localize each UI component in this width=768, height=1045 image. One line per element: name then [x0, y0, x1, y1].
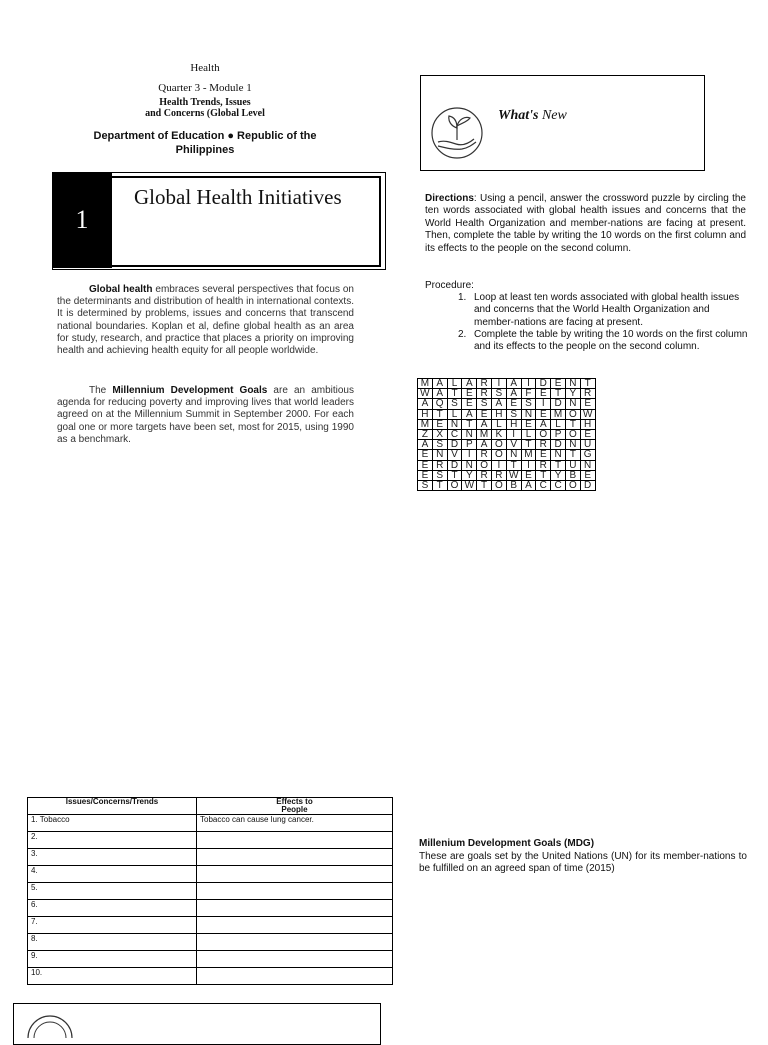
crossword-cell[interactable]: Y	[462, 470, 477, 480]
crossword-cell[interactable]: T	[580, 379, 595, 389]
crossword-cell[interactable]: N	[565, 399, 580, 409]
crossword-cell[interactable]: T	[447, 389, 462, 399]
crossword-cell[interactable]: E	[462, 389, 477, 399]
crossword-cell[interactable]: B	[506, 480, 521, 490]
crossword-cell[interactable]: G	[580, 450, 595, 460]
crossword-cell[interactable]: U	[580, 440, 595, 450]
crossword-cell[interactable]: A	[506, 389, 521, 399]
effect-cell[interactable]	[197, 951, 393, 968]
crossword-cell[interactable]: D	[551, 399, 566, 409]
table-row	[28, 968, 393, 985]
crossword-cell[interactable]: E	[418, 460, 433, 470]
procedure-step	[458, 292, 750, 329]
crossword-cell[interactable]: N	[551, 450, 566, 460]
crossword-cell[interactable]: S	[506, 409, 521, 419]
crossword-cell[interactable]: M	[418, 419, 433, 429]
crossword-cell[interactable]: E	[521, 419, 536, 429]
issue-cell[interactable]: 6.	[28, 900, 197, 917]
lesson-number: 1	[52, 172, 112, 268]
crossword-cell[interactable]: E	[536, 389, 551, 399]
crossword-cell[interactable]: A	[432, 379, 447, 389]
crossword-cell[interactable]: A	[477, 440, 492, 450]
procedure-step-text: Complete the table by writing the 10 words on the first column and its effects to the people on the second column.	[474, 328, 748, 353]
crossword-cell[interactable]: O	[565, 480, 580, 490]
crossword-cell[interactable]: C	[551, 480, 566, 490]
crossword-cell[interactable]: I	[491, 460, 506, 470]
crossword-cell[interactable]: R	[432, 460, 447, 470]
crossword-grid	[417, 378, 596, 491]
crossword-cell[interactable]: S	[418, 480, 433, 490]
directions-paragraph	[425, 193, 746, 255]
subject-title: Health	[190, 62, 220, 74]
crossword-cell[interactable]: T	[551, 460, 566, 470]
column-header-effects	[197, 798, 393, 815]
issue-cell[interactable]: 10.	[28, 968, 197, 985]
table-row	[28, 866, 393, 883]
department-line-1: Department of Education ● Republic of the	[93, 130, 317, 142]
table-header-row	[28, 798, 393, 815]
crossword-cell[interactable]: T	[536, 470, 551, 480]
crossword-cell[interactable]: E	[580, 470, 595, 480]
crossword-cell[interactable]: O	[565, 429, 580, 439]
crossword-cell[interactable]: D	[447, 440, 462, 450]
crossword-cell[interactable]: N	[565, 379, 580, 389]
intro-paragraph-1-text: embraces several perspectives that focus on the determinants and distribution of health in international contexts. It is determined by problems, issues and concerns that transcend national boundaries. Koplan et al, define global health as an area for study, research, and practice that places a priority on improving health and achieving health equity for all people worldwide.	[57, 284, 354, 357]
crossword-cell[interactable]: I	[521, 460, 536, 470]
effect-cell[interactable]	[197, 883, 393, 900]
crossword-cell[interactable]: N	[580, 460, 595, 470]
crossword-cell[interactable]: E	[477, 409, 492, 419]
crossword-cell[interactable]: O	[447, 480, 462, 490]
whats-new-title-bold: What's	[498, 108, 539, 123]
quarter-module: Quarter 3 - Module 1	[158, 82, 252, 94]
crossword-cell[interactable]: O	[536, 429, 551, 439]
column-header-effects-line-2: People	[281, 805, 308, 814]
crossword-cell[interactable]: Y	[565, 389, 580, 399]
crossword-cell[interactable]: T	[565, 450, 580, 460]
effect-cell[interactable]	[197, 866, 393, 883]
crossword-cell[interactable]: D	[551, 440, 566, 450]
crossword-cell[interactable]: D	[447, 460, 462, 470]
crossword-cell[interactable]: E	[580, 429, 595, 439]
crossword-cell[interactable]: D	[580, 480, 595, 490]
crossword-cell[interactable]: A	[418, 399, 433, 409]
issue-cell[interactable]: 1. Tobacco	[28, 815, 197, 832]
crossword-cell[interactable]: A	[462, 409, 477, 419]
crossword-cell[interactable]: N	[462, 460, 477, 470]
whats-new-title-rest: New	[541, 108, 567, 123]
crossword-cell[interactable]: Y	[551, 470, 566, 480]
directions-label: Directions	[425, 193, 474, 204]
issue-cell[interactable]: 2.	[28, 832, 197, 849]
procedure-title: Procedure:	[425, 280, 474, 291]
crossword-cell[interactable]: E	[536, 450, 551, 460]
crossword-row	[418, 379, 596, 389]
effect-cell[interactable]	[197, 900, 393, 917]
issue-cell[interactable]: 4.	[28, 866, 197, 883]
crossword-cell[interactable]: R	[536, 460, 551, 470]
crossword-cell[interactable]: T	[565, 419, 580, 429]
crossword-cell[interactable]: S	[477, 399, 492, 409]
issue-cell[interactable]: 3.	[28, 849, 197, 866]
crossword-cell[interactable]: W	[506, 470, 521, 480]
crossword-cell[interactable]: N	[565, 440, 580, 450]
lesson-title: Global Health Initiatives	[134, 185, 342, 209]
crossword-cell[interactable]: I	[521, 379, 536, 389]
crossword-cell[interactable]: F	[521, 389, 536, 399]
procedure-step-text: Loop at least ten words associated with global health issues and concerns that the World Health Organization and member-nations are facing at present.	[474, 292, 740, 328]
crossword-cell[interactable]: Z	[418, 429, 433, 439]
table-row	[28, 832, 393, 849]
crossword-row	[418, 419, 596, 429]
crossword-cell[interactable]: A	[491, 399, 506, 409]
crossword-cell[interactable]: C	[447, 429, 462, 439]
effect-cell[interactable]	[197, 934, 393, 951]
crossword-row	[418, 399, 596, 409]
crossword-cell[interactable]: L	[447, 409, 462, 419]
issue-cell[interactable]: 8.	[28, 934, 197, 951]
crossword-cell[interactable]: L	[447, 379, 462, 389]
procedure-step	[458, 329, 750, 354]
crossword-cell[interactable]: I	[462, 450, 477, 460]
crossword-cell[interactable]: V	[447, 450, 462, 460]
crossword-cell[interactable]: A	[521, 480, 536, 490]
crossword-cell[interactable]: R	[580, 389, 595, 399]
column-header-effects-line-1: Effects to	[276, 797, 313, 806]
crossword-row	[418, 450, 596, 460]
crossword-cell[interactable]: I	[506, 429, 521, 439]
procedure-step-number: 1.	[458, 292, 467, 303]
crossword-cell[interactable]: T	[477, 480, 492, 490]
crossword-cell[interactable]: L	[551, 419, 566, 429]
crossword-row	[418, 470, 596, 480]
table-row	[28, 900, 393, 917]
crossword-cell[interactable]: K	[491, 429, 506, 439]
crossword-cell[interactable]: C	[536, 480, 551, 490]
crossword-cell[interactable]: S	[521, 399, 536, 409]
table-row	[28, 917, 393, 934]
procedure-step-number: 2.	[458, 328, 467, 340]
crossword-cell[interactable]: O	[477, 460, 492, 470]
crossword-cell[interactable]: W	[418, 389, 433, 399]
crossword-cell[interactable]: T	[506, 460, 521, 470]
crossword-cell[interactable]: E	[551, 379, 566, 389]
crossword-row	[418, 429, 596, 439]
crossword-cell[interactable]: O	[491, 440, 506, 450]
crossword-cell[interactable]: D	[536, 379, 551, 389]
table-row	[28, 934, 393, 951]
crossword-cell[interactable]: I	[536, 399, 551, 409]
crossword-cell[interactable]: T	[432, 409, 447, 419]
crossword-cell[interactable]: N	[462, 429, 477, 439]
column-header-issues: Issues/Concerns/Trends	[28, 798, 197, 815]
crossword-cell[interactable]: W	[580, 409, 595, 419]
table-row	[28, 815, 393, 832]
table-row	[28, 951, 393, 968]
crossword-cell[interactable]: A	[477, 419, 492, 429]
crossword-cell[interactable]: L	[491, 419, 506, 429]
crossword-cell[interactable]: T	[432, 480, 447, 490]
crossword-cell[interactable]: H	[491, 409, 506, 419]
crossword-cell[interactable]: N	[447, 419, 462, 429]
crossword-cell[interactable]: A	[536, 419, 551, 429]
crossword-cell[interactable]: E	[536, 409, 551, 419]
crossword-cell[interactable]: X	[432, 429, 447, 439]
module-topic-line-1: Health Trends, Issues	[159, 97, 251, 108]
crossword-row	[418, 409, 596, 419]
crossword-cell[interactable]: U	[565, 460, 580, 470]
crossword-cell[interactable]: M	[551, 409, 566, 419]
crossword-cell[interactable]: E	[418, 470, 433, 480]
partial-circle-icon	[22, 1008, 82, 1038]
crossword-cell[interactable]: R	[536, 440, 551, 450]
department-line-2: Philippines	[175, 144, 235, 156]
crossword-cell[interactable]: R	[477, 470, 492, 480]
intro-paragraph-2-text: are an ambitious agenda for reducing poverty and improving lives that world leaders agreed on at the Millennium Summit in September 2000. For each goal one or more targets have been set, most for 2015, using 1990 as a benchmark.	[57, 385, 354, 445]
effect-cell[interactable]	[197, 968, 393, 985]
effect-cell[interactable]: Tobacco can cause lung cancer.	[197, 815, 393, 832]
crossword-cell[interactable]: W	[462, 480, 477, 490]
crossword-cell[interactable]: E	[418, 450, 433, 460]
crossword-cell[interactable]: A	[418, 440, 433, 450]
module-topic-line-2: and Concerns (Global Level	[145, 108, 265, 119]
whats-new-title	[498, 108, 567, 124]
procedure-list	[458, 292, 750, 353]
crossword-row	[418, 480, 596, 490]
mdg-definition-text: These are goals set by the United Nations (UN) for its member-nations to be fulfilled on an agreed span of time (2015)	[419, 851, 747, 874]
crossword-cell[interactable]: T	[462, 419, 477, 429]
crossword-row	[418, 460, 596, 470]
intro-paragraph-2	[57, 385, 354, 446]
crossword-cell[interactable]: A	[462, 379, 477, 389]
issue-cell[interactable]: 7.	[28, 917, 197, 934]
hand-holding-plant-icon	[430, 106, 484, 160]
crossword-cell[interactable]: M	[521, 450, 536, 460]
effect-cell[interactable]	[197, 917, 393, 934]
crossword-row	[418, 440, 596, 450]
intro-term-global-health: Global health	[89, 284, 153, 295]
directions-text: : Using a pencil, answer the crossword puzzle by circling the ten words associated with global health issues and concerns that the World Health Organization and member-nations are facing at present. Then, complete the table by writing the 10 words on the first column and its effects to the people on the second column.	[425, 193, 746, 254]
crossword-cell[interactable]: S	[432, 440, 447, 450]
crossword-cell[interactable]: S	[432, 470, 447, 480]
crossword-cell[interactable]: O	[565, 409, 580, 419]
crossword-cell[interactable]: L	[521, 429, 536, 439]
module-topic	[110, 97, 300, 119]
crossword-cell[interactable]: N	[432, 450, 447, 460]
crossword-cell[interactable]: T	[521, 440, 536, 450]
crossword-cell[interactable]: Q	[432, 399, 447, 409]
table-row	[28, 849, 393, 866]
effect-cell[interactable]	[197, 849, 393, 866]
mdg-definition-title: Millenium Development Goals (MDG)	[419, 838, 595, 849]
crossword-cell[interactable]: E	[580, 399, 595, 409]
crossword-cell[interactable]: S	[447, 399, 462, 409]
crossword-cell[interactable]: N	[521, 409, 536, 419]
crossword-cell[interactable]: O	[491, 450, 506, 460]
crossword-cell[interactable]: E	[506, 399, 521, 409]
crossword-cell[interactable]: A	[432, 389, 447, 399]
crossword-cell[interactable]: E	[521, 470, 536, 480]
crossword-cell[interactable]: R	[477, 450, 492, 460]
crossword-cell[interactable]: M	[477, 429, 492, 439]
crossword-cell[interactable]: P	[462, 440, 477, 450]
effect-cell[interactable]	[197, 832, 393, 849]
crossword-cell[interactable]: T	[447, 470, 462, 480]
intro-term-mdg: Millennium Development Goals	[112, 385, 268, 396]
crossword-cell[interactable]: E	[462, 399, 477, 409]
crossword-cell[interactable]: M	[418, 379, 433, 389]
crossword-cell[interactable]: R	[491, 470, 506, 480]
crossword-row	[418, 389, 596, 399]
crossword-cell[interactable]: P	[551, 429, 566, 439]
crossword-cell[interactable]: V	[506, 440, 521, 450]
issue-cell[interactable]: 5.	[28, 883, 197, 900]
intro-paragraph-2-pre: The	[89, 385, 113, 396]
crossword-cell[interactable]: B	[565, 470, 580, 480]
crossword-cell[interactable]: H	[506, 419, 521, 429]
crossword-cell[interactable]: S	[491, 389, 506, 399]
crossword-cell[interactable]: H	[418, 409, 433, 419]
department-name	[80, 129, 330, 157]
crossword-cell[interactable]: R	[477, 389, 492, 399]
issue-cell[interactable]: 9.	[28, 951, 197, 968]
issues-effects-table	[27, 797, 393, 985]
crossword-cell[interactable]: T	[551, 389, 566, 399]
crossword-cell[interactable]: I	[491, 379, 506, 389]
crossword-cell[interactable]: A	[506, 379, 521, 389]
intro-paragraph-1	[57, 284, 354, 357]
crossword-cell[interactable]: H	[580, 419, 595, 429]
crossword-cell[interactable]: R	[477, 379, 492, 389]
crossword-cell[interactable]: E	[432, 419, 447, 429]
crossword-cell[interactable]: O	[491, 480, 506, 490]
crossword-cell[interactable]: N	[506, 450, 521, 460]
table-row	[28, 883, 393, 900]
